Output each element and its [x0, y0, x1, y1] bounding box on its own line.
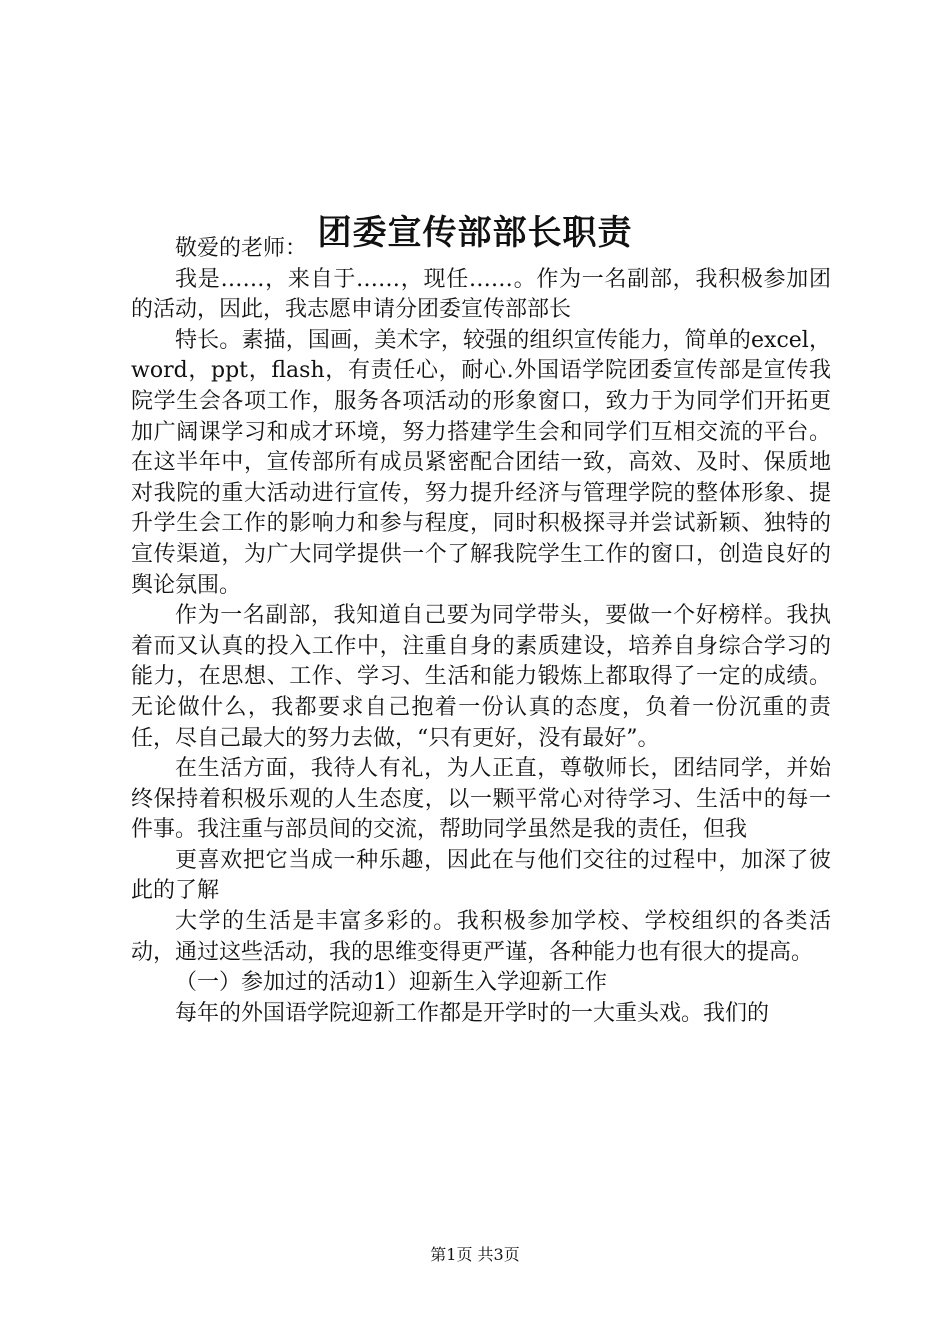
document-title: 团委宣传部部长职责	[317, 212, 633, 253]
paragraph-life-attitude: 在生活方面，我待人有礼，为人正直，尊敬师长，团结同学，并始终保持着积极乐观的人生态度，以一颗平常心对待学习、生活中的每一件事。我注重与部员间的交流，帮助同学虽然是我的责任，但我	[131, 756, 831, 843]
paragraph-orientation-work: 每年的外国语学院迎新工作都是开学时的一大重头戏。我们的	[175, 1000, 770, 1026]
paragraph-university-life: 大学的生活是丰富多彩的。我积极参加学校、学校组织的各类活动，通过这些活动，我的思维变得更严谨，各种能力也有很大的提高。	[131, 909, 831, 965]
paragraph-enjoyment: 更喜欢把它当成一种乐趣，因此在与他们交往的过程中，加深了彼此的了解	[131, 847, 831, 904]
document-body	[131, 234, 831, 1029]
page-footer: 第1页 共3页	[430, 1245, 520, 1264]
paragraph-specialties: 特长。素描，国画，美术字，较强的组织宣传能力，简单的excel，word，ppt，flash，有责任心，耐心.外国语学院团委宣传部是宣传我院学生会各项工作，服务各项活动的形象窗口，致力于为同学们开拓更加广阔课学习和成才环境，努力搭建学生会和同学们互相交流的平台。在这半年中，宣传部所有成员紧密配合团结一致，高效、及时、保质地对我院的重大活动进行宣传，努力提升经济与管理学院的整体形象、提升学生会工作的影响力和参与程度，同时积极探寻并尝试新颖、独特的宣传渠道，为广大同学提供一个了解我院学生工作的窗口，创造良好的舆论氛围。	[131, 327, 831, 598]
paragraph-activities-heading: （一）参加过的活动1）迎新生入学迎新工作	[175, 970, 607, 996]
paragraph-salutation: 敬爱的老师：	[175, 236, 308, 261]
paragraph-role-model: 作为一名副部，我知道自己要为同学带头，要做一个好榜样。我执着而又认真的投入工作中，注重自身的素质建设，培养自身综合学习的能力，在思想、工作、学习、生活和能力锻炼上都取得了一定的成绩。无论做什么，我都要求自己抱着一份认真的态度，负着一份沉重的责任，尽自己最大的努力去做，“只有更好，没有最好”。	[131, 603, 831, 751]
paragraph-introduction: 我是……，来自于……，现任……。作为一名副部，我积极参加团的活动，因此，我志愿申请分团委宣传部部长	[131, 266, 831, 323]
